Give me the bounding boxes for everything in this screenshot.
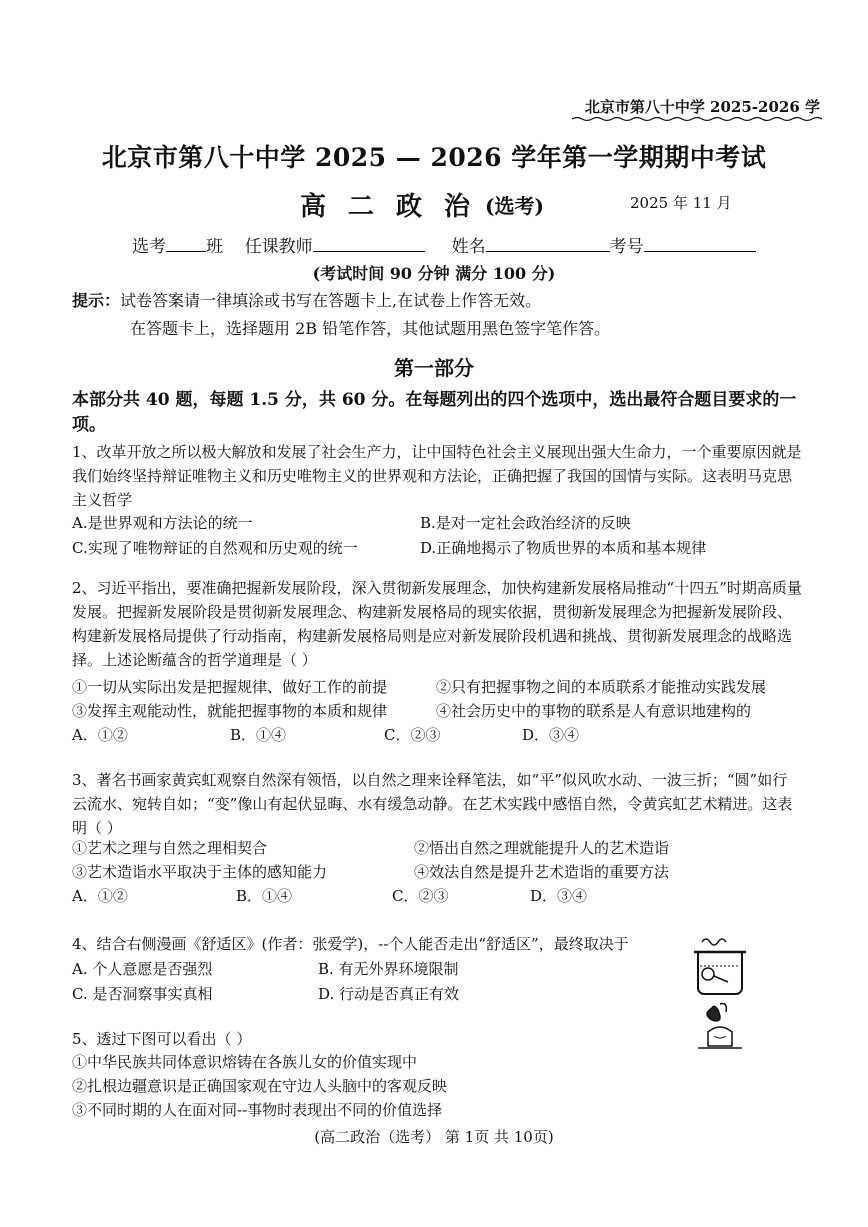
hint-label: 提示： [72,291,121,310]
hint-line-1 [72,288,541,311]
question-2-statement-2: ②只有把握事物之间的本质联系才能推动实践发展 [436,678,767,696]
question-5-statement-2: ②扎根边疆意识是正确国家观在守边人头脑中的客观反映 [72,1077,448,1095]
question-2-stem: 2、习近平指出，要准确把握新发展阶段，深入贯彻新发展理念，加快构建新发展格局推动“十四五”时期高质量发展。把握新发展阶段是贯彻新发展理念、构建新发展格局的现实依据，贯彻新发展理念为把握新发展阶段、构建新发展格局提供了行动指南，构建新发展格局则是应对新发展阶段机遇和挑战、贯彻新发展理念的战略选择。上述论断蕴含的哲学道理是（ ） [72,579,802,669]
exam-date: 2025 年 11 月 [630,194,732,212]
question-4-stem: 4、结合右侧漫画《舒适区》(作者：张爱学)，--个人能否走出“舒适区”，最终取决于 [72,935,629,953]
teacher-blank[interactable] [313,236,425,252]
question-3-statement-4: ④效法自然是提升艺术造诣的重要方法 [414,863,670,881]
class-suffix: 班 [206,237,223,257]
question-4-option-d: D. 行动是否真正有效 [318,985,460,1003]
part-title: 第一部分 [394,356,474,380]
hint-line-2: 在答题卡上，选择题用 2B 铅笔作答，其他试题用黑色签字笔作答。 [130,319,611,338]
question-3-choice-c: C．②③ [392,887,449,905]
question-5-statement-3: ③不同时期的人在面对同--事物时表现出不同的价值选择 [72,1101,443,1119]
question-2-statement-3: ③发挥主观能动性，就能把握事物的本质和规律 [72,702,388,720]
question-5-stem: 5、透过下图可以看出（ ） [72,1030,252,1048]
exam-time-info: (考试时间 90 分钟 满分 100 分) [312,264,556,283]
question-1-option-a: A.是世界观和方法论的统一 [72,514,253,532]
teacher-label: 任课教师 [244,237,313,257]
question-1-option-b: B.是对一定社会政治经济的反映 [420,514,631,532]
question-2-statement-4: ④社会历史中的事物的联系是人有意识地建构的 [436,702,752,720]
question-2-statement-1: ①一切从实际出发是把握规律、做好工作的前提 [72,678,388,696]
question-4-option-a: A. 个人意愿是否强烈 [72,960,213,978]
question-1-option-c: C.实现了唯物辩证的自然观和历史观的统一 [72,539,358,557]
question-3-statement-2: ②悟出自然之理就能提升人的艺术造诣 [414,839,670,857]
question-2-choice-c: C．②③ [384,726,441,744]
part-intro: 本部分共 40 题，每题 1.5 分，共 60 分。在每题列出的四个选项中，选出最符合题目要求的一项。 [72,390,797,435]
question-4-option-c: C. 是否洞察事实真相 [72,985,213,1003]
question-5-statement-1: ①中华民族共同体意识熔铸在各族儿女的价值实现中 [72,1053,418,1071]
student-info-line [132,232,756,257]
name-label: 姓名 [451,237,486,257]
id-label: 考号 [609,237,644,257]
subject-title: 高二政治 [300,192,493,222]
header-wavy-underline [572,116,822,122]
id-blank[interactable] [644,236,756,252]
question-3-stem: 3、著名书画家黄宾虹观察自然深有领悟，以自然之理来诠释笔法，如“平”似风吹水动、一波三折；“圆”如行云流水、宛转自如；“变”像山有起伏显晦、水有缓急动静。在艺术实践中感悟自然，令黄宾虹艺术精进。这表明（ ） [72,771,793,837]
class-label: 选考 [132,237,166,257]
subject-note: (选考) [485,194,544,218]
question-2-choice-d: D．③④ [522,726,580,744]
page-footer: (高二政治（选考） 第 1页 共 10页) [314,1128,554,1146]
question-2-choice-b: B．①④ [230,726,287,744]
question-1-stem: 1、改革开放之所以极大解放和发展了社会生产力，让中国特色社会主义展现出强大生命力，一个重要原因就是我们始终坚持辩证唯物主义和历史唯物主义的世界观和方法论，正确把握了我国的国情与实际。这表明马克思主义哲学 [72,443,802,509]
question-1-option-d: D.正确地揭示了物质世界的本质和基本规律 [420,539,707,557]
name-blank[interactable] [486,236,610,252]
hint-text-1: 试卷答案请一律填涂或书写在答题卡上,在试卷上作答无效。 [120,291,542,310]
question-2-choice-a: A．①② [72,726,128,744]
question-4-option-b: B. 有无外界环境限制 [318,960,459,978]
exam-title: 北京市第八十中学 2025 — 2026 学年第一学期期中考试 [101,143,767,172]
question-3-statement-1: ①艺术之理与自然之理相契合 [72,839,268,857]
question-3-statement-3: ③艺术造诣水平取决于主体的感知能力 [72,863,328,881]
question-3-choice-a: A．①② [72,887,128,905]
question-3-choice-d: D．③④ [530,887,588,905]
header-school-tag: 北京市第八十中学 2025-2026 学 [584,98,820,116]
class-blank[interactable] [166,236,206,252]
question-3-choice-b: B．①④ [236,887,293,905]
